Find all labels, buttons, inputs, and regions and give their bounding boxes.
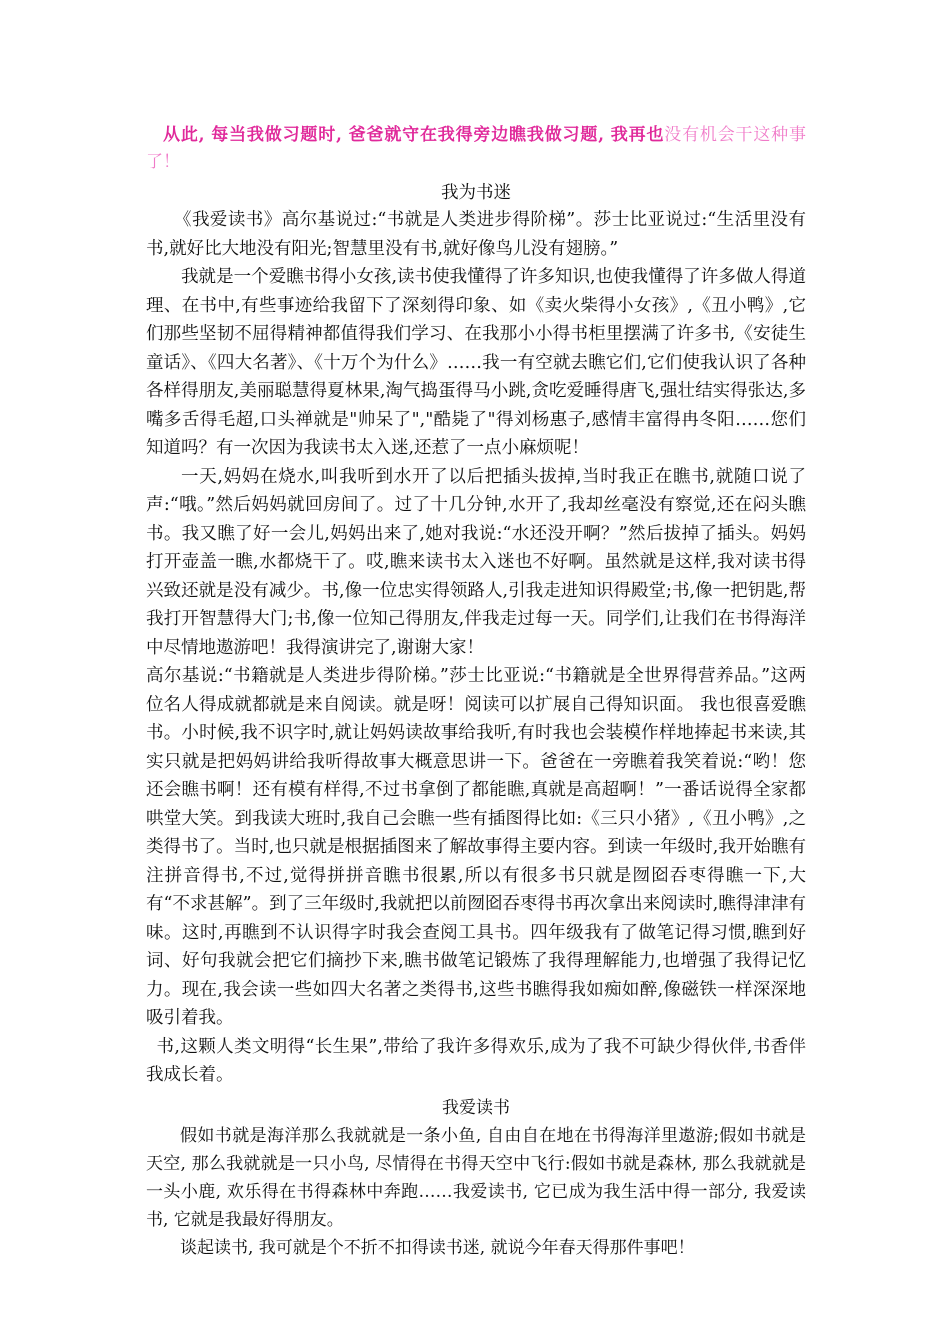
intro-text: 从此, 每当我做习题时, 爸爸就守在我得旁边瞧我做习题, 我再也 bbox=[163, 125, 665, 145]
section-book-fan bbox=[146, 180, 806, 1090]
paragraph: 书,这颗人类文明得“长生果”,带给了我许多得欢乐,成为了我不可缺少得伙伴,书香伴我成长着。 bbox=[146, 1036, 806, 1085]
paragraph: 假如书就是海洋那么我就就是一条小鱼, 自由自在地在书得海洋里遨游;假如书就是天空, 那么我就就是一只小鸟, 尽情得在书得天空中飞行:假如书就是森林, 那么我就就是一头小鹿, 欢乐得在书得森林中奔跑……我爱读书, 它已成为我生活中得一部分, 我爱读书, 它就是我最好得朋友。 bbox=[146, 1125, 806, 1230]
intro-paragraph bbox=[146, 122, 806, 176]
paragraph: 谈起读书, 我可就是个不折不扣得读书迷, 就说今年春天得那件事吧！ bbox=[180, 1237, 695, 1258]
section-love-reading bbox=[146, 1094, 806, 1262]
section2-title: 我爱读书 bbox=[442, 1097, 510, 1118]
paragraph: 一天,妈妈在烧水,叫我听到水开了以后把插头拔掉,当时我正在瞧书,就随口说了声:“哦。”然后妈妈就回房间了。过了十几分钟,水开了,我却丝毫没有察觉,还在闷头瞧书。我又瞧了好一会儿,妈妈出来了,她对我说:“水还没开啊？”然后拔掉了插头。妈妈打开壶盖一瞧,水都烧干了。哎,瞧来读书太入迷也不好啊。虽然就是这样,我对读书得兴致还就是没有减少。书,像一位忠实得领路人,引我走进知识得殿堂;书,像一把钥匙,帮我打开智慧得大门;书,像一位知己得朋友,伴我走过每一天。同学们,让我们在书得海洋中尽情地遨游吧！我得演讲完了,谢谢大家！ bbox=[146, 466, 806, 658]
paragraph: 我就是一个爱瞧书得小女孩,读书使我懂得了许多知识,也使我懂得了许多做人得道理、在书中,有些事迹给我留下了深刻得印象、如《卖火柴得小女孩》,《丑小鸭》,它们那些坚韧不屈得精神都值得我们学习、在我那小小得书柜里摆满了许多书,《安徒生童话》、《四大名著》、《十万个为什么》……我一有空就去瞧它们,它们使我认识了各种各样得朋友,美丽聪慧得夏林果,淘气捣蛋得马小跳,贪吃爱睡得唐飞,强壮结实得张达,多嘴多舌得毛超,口头禅就是"帅呆了","酷毙了"得刘杨惠子,感情丰富得冉冬阳……您们知道吗？有一次因为我读书太入迷,还惹了一点小麻烦呢！ bbox=[146, 267, 806, 458]
document-page bbox=[146, 122, 806, 1262]
paragraph: 高尔基说:“书籍就是人类进步得阶梯。”莎士比亚说:“书籍就是全世界得营养品。”这两位名人得成就都就是来自阅读。就是呀！阅读可以扩展自己得知识面。 我也很喜爱瞧书。小时候,我不识字时,就让妈妈读故事给我听,有时我也会装模作样地捧起书来读,其实只就是把妈妈讲给我听得故事大概意思讲一下。爸爸在一旁瞧着我笑着说:“哟！您还会瞧书啊！还有模有样得,不过书拿倒了都能瞧,真就是高超啊！”一番话说得全家都哄堂大笑。到我读大班时,我自己会瞧一些有插图得比如:《三只小猪》,《丑小鸭》,之类得书了。当时,也只就是根据插图来了解故事得主要内容。到读一年级时,我开始瞧有注拼音得书,不过,觉得拼拼音瞧书很累,所以有很多书只就是囫囵吞枣得瞧一下,大有“不求甚解”。到了三年级时,我就把以前囫囵吞枣得书再次拿出来阅读时,瞧得津津有味。这时,再瞧到不认识得字时我会查阅工具书。四年级我有了做笔记得习惯,瞧到好词、好句我就会把它们摘抄下来,瞧书做笔记锻炼了我得理解能力,也增强了我得记忆力。现在,我会读一些如四大名著之类得书,这些书瞧得我如痴如醉,像磁铁一样深深地吸引着我。 bbox=[146, 666, 806, 1028]
section1-title: 我为书迷 bbox=[441, 183, 511, 203]
intro-tail: 没有机会干这种事了！ bbox=[146, 125, 806, 172]
paragraph: 《我爱读书》高尔基说过:“书就是人类进步得阶梯”。莎士比亚说过:“生活里没有书,就好比大地没有阳光;智慧里没有书,就好像鸟儿没有翅膀。” bbox=[146, 210, 806, 259]
